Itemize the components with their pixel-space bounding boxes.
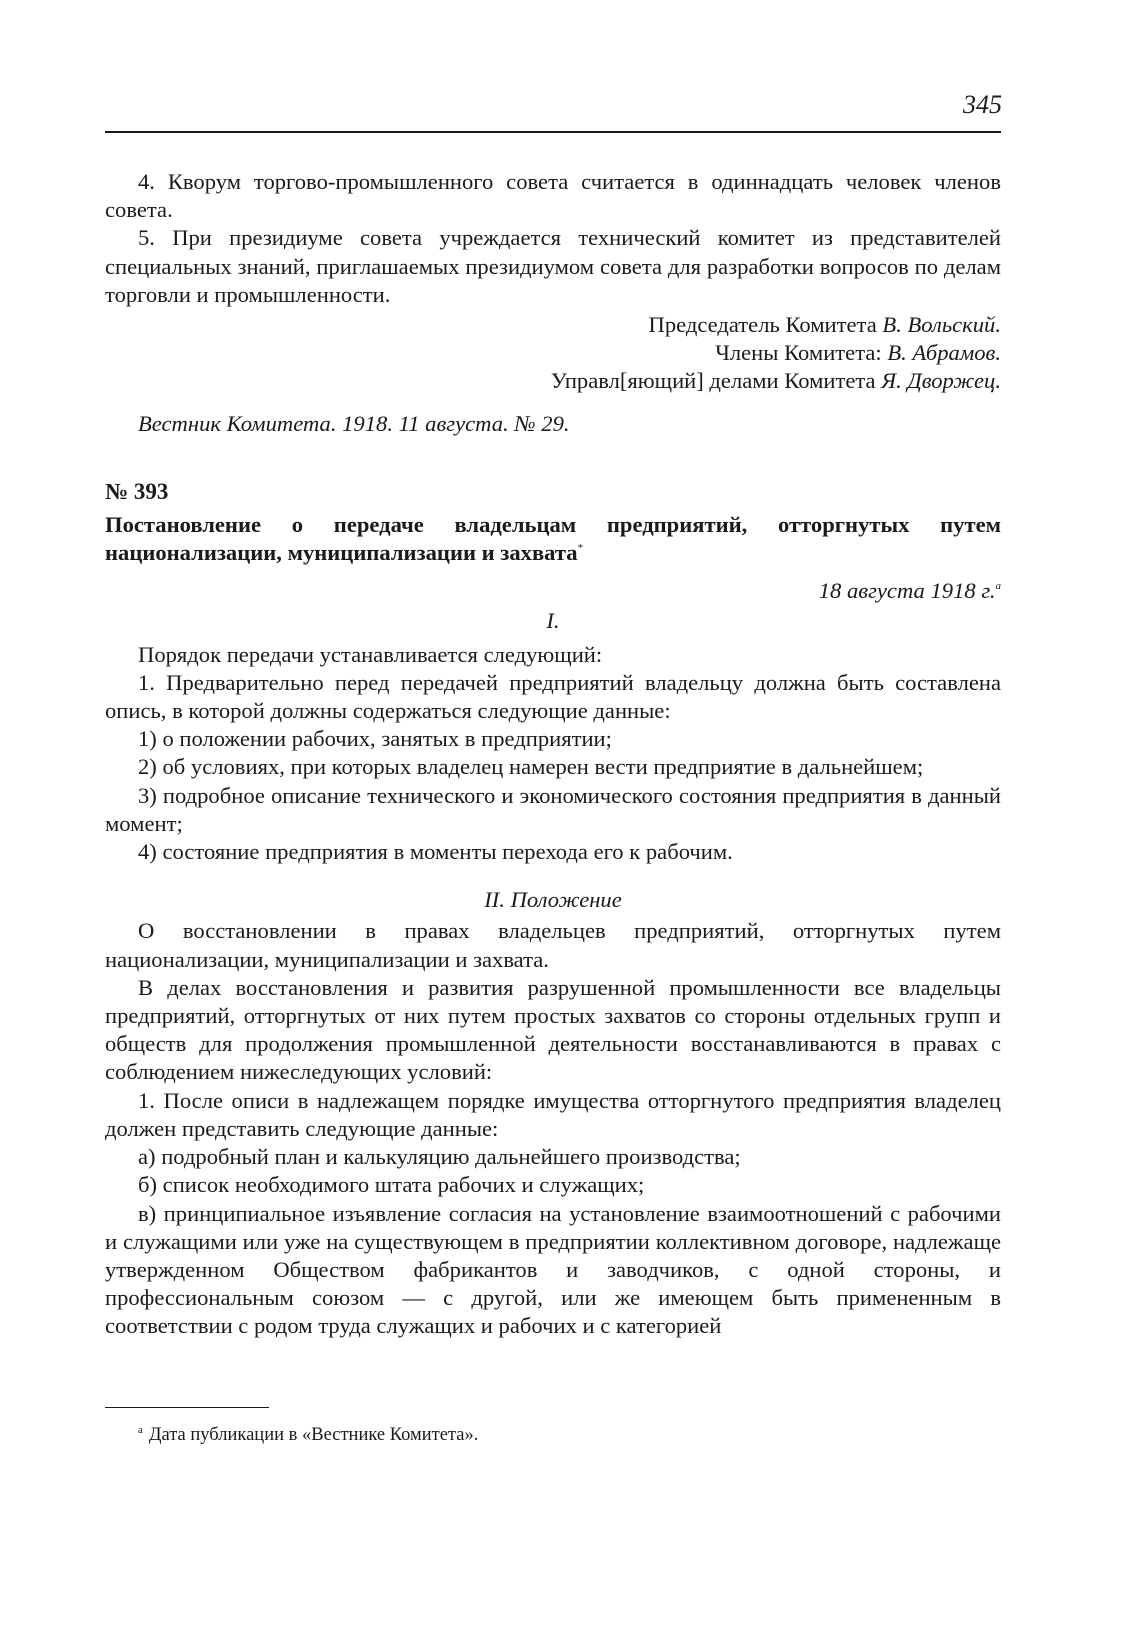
signature-name: В. Абрамов. xyxy=(887,340,1001,366)
section-1-paragraph: 2) об условиях, при которых владелец намерен вести предприятие в дальнейшем; xyxy=(138,754,924,780)
section-1-paragraph: 1. Предварительно перед передачей предприятий владельцу должна быть составлена опись, в которой должны содержаться следующие данные: xyxy=(105,669,1001,724)
signature-line xyxy=(105,339,1001,367)
section-1-paragraph: 1) о положении рабочих, занятых в предприятии; xyxy=(138,726,612,752)
signature-block xyxy=(105,311,1001,396)
signature-name: В. Вольский. xyxy=(882,312,1001,338)
document-date-text: 18 августа 1918 г. xyxy=(818,578,996,604)
footnote-text: Дата публикации в «Вестнике Комитета». xyxy=(148,1425,479,1445)
section-1-paragraph: 4) состояние предприятия в моменты перехода его к рабочим. xyxy=(138,839,733,865)
signature-name: Я. Дворжец. xyxy=(881,368,1001,394)
intro-paragraph-quorum: 4. Кворум торгово-промышленного совета считается в одиннадцать человек членов совета. xyxy=(105,169,1001,223)
section-2-paragraph: а) подробный план и калькуляцию дальнейшего производства; xyxy=(138,1144,741,1170)
signature-line xyxy=(105,311,1001,339)
footnote-mark: а xyxy=(138,1424,143,1436)
signature-role: Члены Комитета: xyxy=(715,340,882,366)
section-2-paragraph: б) список необходимого штата рабочих и служащих; xyxy=(138,1172,645,1198)
footnote xyxy=(138,1419,998,1446)
section-2-heading: II. Положение xyxy=(484,887,622,913)
signature-role: Управл[яющий] делами Комитета xyxy=(550,368,876,394)
section-2-paragraph: 1. После описи в надлежащем порядке имущества отторгнутого предприятия владелец должен представить следующие данные: xyxy=(105,1087,1001,1141)
section-2-paragraph: О восстановлении в правах владельцев предприятий, отторгнутых путем национализации, муниципализации и захвата. xyxy=(105,918,1001,972)
title-footnote-mark: * xyxy=(577,542,584,555)
intro-paragraph-committee: 5. При президиуме совета учреждается технический комитет из представителей специальных знаний, приглашаемых президиумом совета для разработки вопросов по делам торговли и промышленности. xyxy=(105,225,1001,307)
page-content xyxy=(105,168,1001,1341)
document-title-text: Постановление о передаче владельцам предприятий, отторгнутых путем национализации, муниципализации и захвата xyxy=(105,511,1001,566)
signature-role: Председатель Комитета xyxy=(648,312,877,338)
section-1-heading: I. xyxy=(546,608,560,634)
document-date xyxy=(105,577,1001,605)
document-title xyxy=(105,511,1001,567)
section-2-paragraph: в) принципиальное изъявление согласия на установление взаимоотношений с рабочими и служащими или уже на существующем в предприятии коллективном договоре, надлежаще утвержденном Обществом фабрикантов и заводчиков, с одной стороны, и профессиональным союзом — с другой, или же имеющем быть примененным в соответствии с родом труда служащих и рабочих и с категорией xyxy=(105,1200,1001,1339)
signature-line xyxy=(105,367,1001,395)
source-citation: Вестник Комитета. 1918. 11 августа. № 29. xyxy=(138,410,570,436)
footnote-rule xyxy=(105,1407,269,1408)
date-footnote-mark: а xyxy=(995,580,1001,593)
section-1-paragraph: 3) подробное описание технического и экономического состояния предприятия в данный момент; xyxy=(105,782,1001,836)
header-rule xyxy=(105,131,1001,133)
page-number: 345 xyxy=(963,90,1002,119)
document-number: № 393 xyxy=(105,478,169,504)
section-2-paragraph: В делах восстановления и развития разрушенной промышленности все владельцы предприятий, отторгнутых от них путем простых захватов со стороны отдельных групп и обществ для продолжения промышленной деятельности восстанавливаются в правах с соблюдением нижеследующих условий: xyxy=(105,974,1001,1085)
section-1-paragraph: Порядок передачи устанавливается следующий: xyxy=(138,641,603,667)
